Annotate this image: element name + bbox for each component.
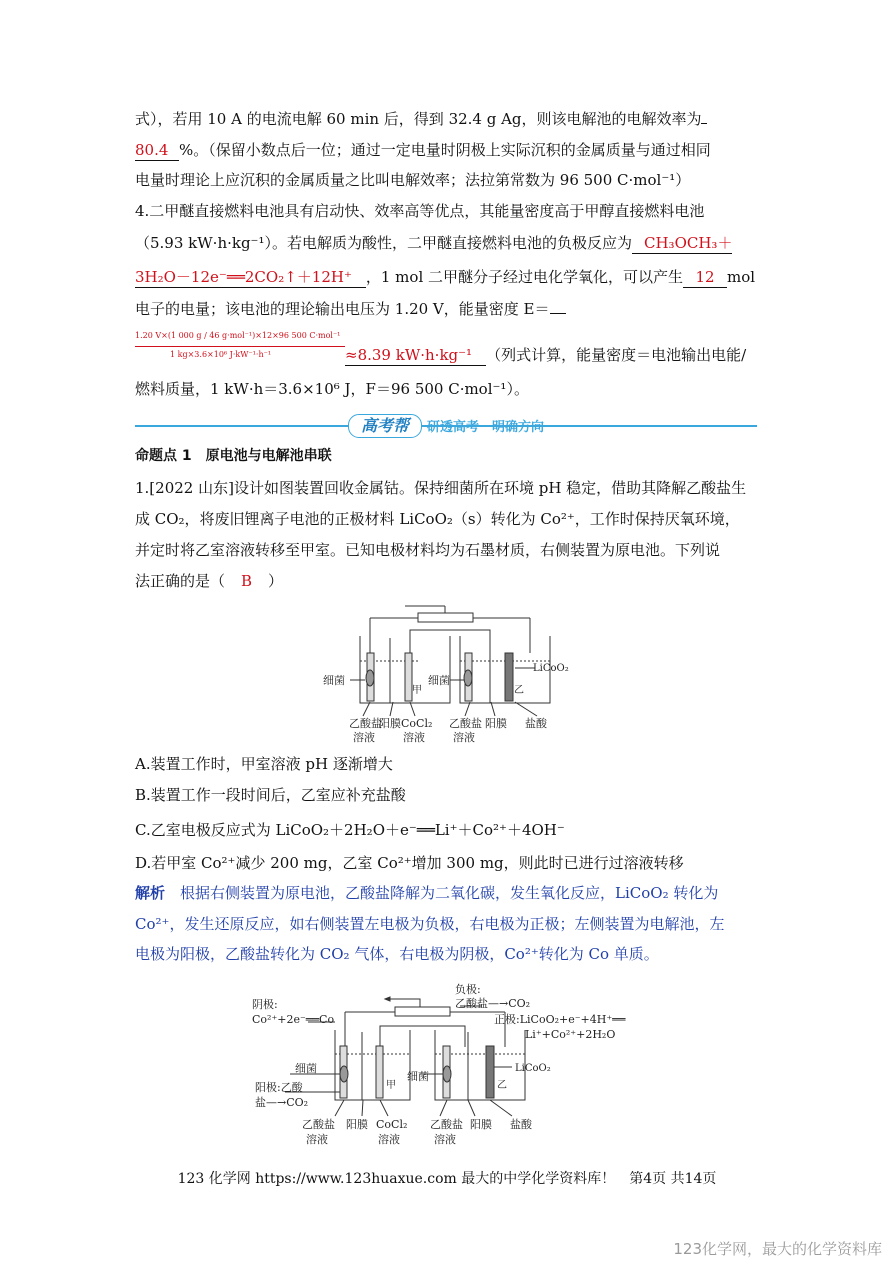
answer-anode-reaction-2: 3H₂O－12e⁻══2CO₂↑＋12H⁺ [135, 267, 366, 288]
q1-line-1: 1.[2022 山东]设计如图装置回收金属钴。保持细菌所在环境 pH 稳定，借助其降解乙酸盐生 [135, 479, 747, 497]
q4-line-3 [135, 267, 755, 288]
analysis-line-1 [135, 883, 718, 903]
intro-line-2 [135, 140, 711, 161]
analysis-line-3: 电极为阳极，乙酸盐转化为 CO₂ 气体，右电极为阴极，Co²⁺转化为 Co 单质。 [135, 945, 659, 963]
fig2-label-membrane-2: 阳膜 [470, 1118, 492, 1131]
fraction-bar [135, 346, 345, 347]
fig2-label-anode: 阳极:乙酸 [255, 1081, 303, 1094]
fig1-label-bacteria-left: 细菌 [323, 674, 345, 687]
fig2-label-solution-1: 溶液 [306, 1133, 328, 1146]
q4-line-2 [135, 233, 732, 254]
intro-line-2-rest: %。（保留小数点后一位；通过一定电量时阴极上实际沉积的金属质量与通过相同 [179, 141, 711, 159]
answer-efficiency: 80.4 [135, 140, 179, 161]
fig1-label-hcl: 盐酸 [525, 717, 547, 730]
intro-line-3: 电量时理论上应沉积的金属质量之比叫电解效率；法拉第常数为 96 500 C·mol⁻¹） [135, 171, 691, 189]
answer-energy-density: ≈8.39 kW·h·kg⁻¹ [345, 345, 486, 366]
q1-line-4-post: ） [268, 572, 284, 590]
fig2-label-bacteria-left: 细菌 [295, 1062, 317, 1075]
fig2-label-cocl2: CoCl₂ [376, 1118, 408, 1131]
option-d: D.若甲室 Co²⁺减少 200 mg，乙室 Co²⁺增加 300 mg，则此时已进行过溶液转移 [135, 854, 684, 872]
fig1-label-jia: 甲 [412, 685, 422, 696]
option-c: C.乙室电极反应式为 LiCoO₂＋2H₂O＋e⁻══Li⁺＋Co²⁺＋4OH⁻ [135, 821, 565, 839]
option-b: B.装置工作一段时间后，乙室应补充盐酸 [135, 786, 406, 804]
analysis-label: 解析 [135, 884, 166, 902]
apparatus-figure-2 [250, 982, 650, 1154]
q4-line-2-pre: （5.93 kW·h·kg⁻¹）。若电解质为酸性，二甲醚直接燃料电池的负极反应为 [135, 234, 632, 252]
q1-line-2: 成 CO₂，将废旧锂离子电池的正极材料 LiCoO₂（s）转化为 Co²⁺，工作时保持厌氧环境， [135, 510, 740, 528]
blank-underline [701, 109, 707, 124]
fig2-label-cathode-eq: Co²⁺+2e⁻══Co [252, 1013, 335, 1026]
fig2-label-licoo2: LiCoO₂ [515, 1063, 551, 1074]
q4-line-1: 4.二甲醚直接燃料电池具有启动快、效率高等优点，其能量密度高于甲醇直接燃料电池 [135, 202, 705, 220]
fig1-label-bacteria-right: 细菌 [428, 674, 450, 687]
section-banner [135, 414, 757, 436]
fig2-label-bacteria-right: 细菌 [407, 1070, 429, 1083]
analysis-text-1: 根据右侧装置为原电池，乙酸盐降解为二氧化碳，发生氧化反应，LiCoO₂ 转化为 [180, 884, 719, 902]
q4-line-4 [135, 299, 566, 319]
banner-subtitle: 研透高考 明确方向 [427, 420, 545, 435]
page-footer: 123 化学网 https://www.123huaxue.com 最大的中学化学资料库！ 第4页 共14页 [177, 1171, 717, 1187]
apparatus-figure-1 [315, 598, 585, 746]
q1-line-3: 并定时将乙室溶液转移至甲室。已知电极材料均为石墨材质，右侧装置为原电池。下列说 [135, 541, 721, 559]
fig2-label-hcl: 盐酸 [510, 1118, 532, 1131]
fig2-label-negative: 负极: [455, 983, 481, 996]
fig2-label-positive: 正极:LiCoO₂+e⁻+4H⁺══ [494, 1013, 626, 1026]
banner-logo: 高考帮 [348, 414, 422, 438]
fraction-numerator: 1.20 V×(1 000 g / 46 g·mol⁻¹)×12×96 500 C·mol⁻¹ [135, 331, 341, 340]
fraction-denominator: 1 kg×3.6×10⁶ J·kW⁻¹·h⁻¹ [170, 350, 272, 359]
answer-choice: B [241, 572, 253, 590]
fig2-label-solution-2: 溶液 [378, 1133, 400, 1146]
fig2-label-membrane-1: 阳膜 [346, 1118, 368, 1131]
blank-underline [550, 313, 566, 314]
topic-heading: 命题点 1 原电池与电解池串联 [135, 448, 332, 464]
fig2-label-solution-3: 溶液 [434, 1133, 456, 1146]
fig1-label-solution-3: 溶液 [453, 731, 475, 744]
q4-line-6: 燃料质量，1 kW·h＝3.6×10⁶ J，F＝96 500 C·mol⁻¹）。 [135, 380, 529, 398]
answer-anode-reaction-1: CH₃OCH₃＋ [632, 233, 732, 254]
fig1-label-licoo2: LiCoO₂ [533, 663, 569, 674]
answer-electrons: 12 [683, 267, 727, 288]
q4-line-3-mid: ，1 mol 二甲醚分子经过电化学氧化，可以产生 [365, 268, 684, 286]
q1-line-4 [135, 571, 283, 591]
analysis-line-2: Co²⁺，发生还原反应，如右侧装置左电极为负极，右电极为正极；左侧装置为电解池，左 [135, 915, 725, 933]
watermark: 123化学网，最大的化学资料库 [673, 1240, 882, 1258]
q4-line-4-text: 电子的电量；该电池的理论输出电压为 1.20 V，能量密度 E＝ [135, 300, 550, 318]
intro-line-1: 式），若用 10 A 的电流电解 60 min 后，得到 32.4 g Ag，则该电解池的电解效率为 [135, 110, 702, 128]
fig2-label-jia: 甲 [386, 1080, 396, 1091]
fig2-label-positive-eq: Li⁺+Co²⁺+2H₂O [525, 1028, 616, 1041]
fig1-label-acetate-1: 乙酸盐 [349, 717, 382, 730]
fig2-label-negative-eq: 乙酸盐—→CO₂ [455, 997, 531, 1010]
fig1-label-solution-2: 溶液 [403, 731, 425, 744]
fig1-label-cocl2: CoCl₂ [401, 717, 433, 730]
fig1-label-acetate-2: 乙酸盐 [449, 717, 482, 730]
fig2-label-anode-eq: 盐—→CO₂ [255, 1096, 309, 1109]
fig2-label-cathode: 阴极: [252, 998, 278, 1011]
fig2-label-yi: 乙 [497, 1080, 507, 1091]
q4-line-5-rest: （列式计算，能量密度＝电池输出电能/ [486, 346, 747, 364]
banner-line-left [135, 425, 348, 427]
q4-line-5 [345, 345, 746, 366]
fig2-label-acetate-2: 乙酸盐 [430, 1118, 463, 1131]
fig1-label-membrane-2: 阳膜 [485, 717, 507, 730]
fig2-label-acetate-1: 乙酸盐 [302, 1118, 335, 1131]
option-a: A.装置工作时，甲室溶液 pH 逐渐增大 [135, 755, 393, 773]
fig1-label-yi: 乙 [514, 685, 524, 696]
fig1-label-membrane-1: 阳膜 [379, 717, 401, 730]
q4-line-3-end: mol [727, 268, 756, 286]
q1-line-4-pre: 法正确的是（ [135, 572, 226, 590]
fig1-label-solution-1: 溶液 [353, 731, 375, 744]
